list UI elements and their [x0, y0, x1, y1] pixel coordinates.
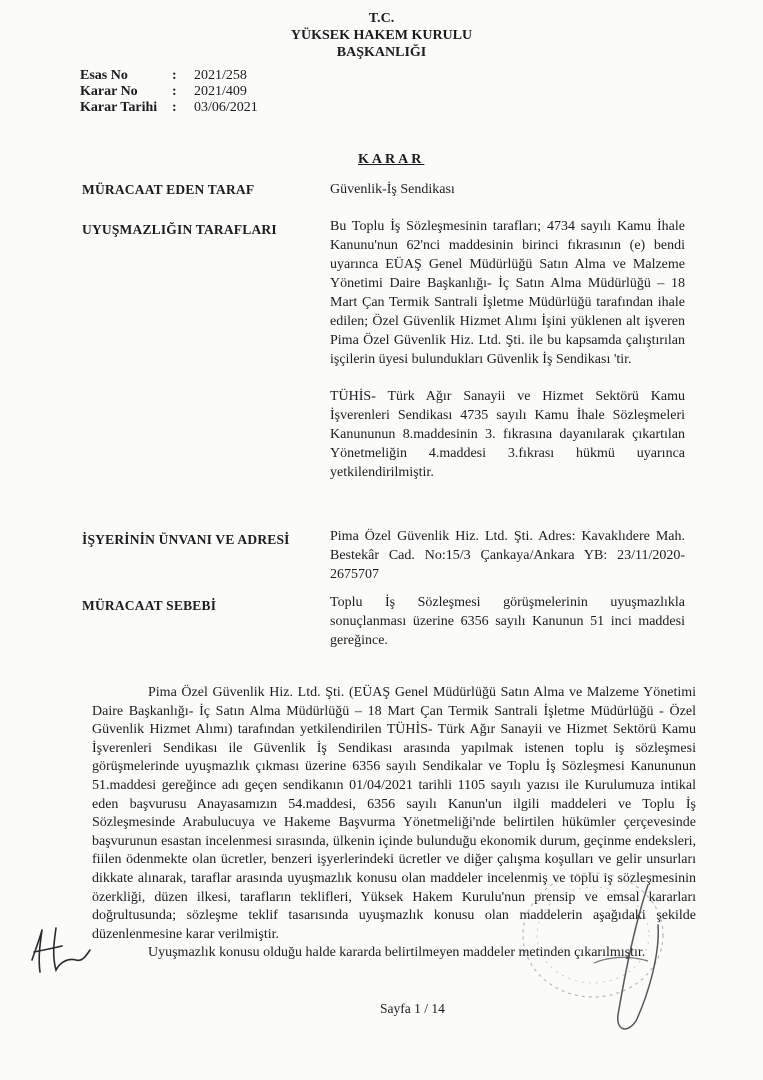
reason-value: Toplu İş Sözleşmesi görüşmelerinin uyuşmazlıkla sonuçlanması üzerine 6356 sayılı Kanunun 51 inci maddesi gereğince.: [330, 595, 685, 648]
applicant-value: Güvenlik-İş Sendikası: [330, 182, 455, 197]
meta-label: Karar Tarihi: [80, 100, 158, 115]
reason-label: MÜRACAAT SEBEBİ: [82, 598, 217, 613]
meta-value: 2021/409: [194, 84, 247, 99]
parties-paragraph-1: Bu Toplu İş Sözleşmesinin tarafları; 4734 sayılı Kamu İhale Kanunu'nun 62'nci maddesinin birinci fıkrasının (e) bendi uyarınca EÜAŞ Genel Müdürlüğü Satın Alma ve Malzeme Yönetimi Daire Başkanlığı- İç Satın Alma Müdürlüğü – 18 Mart Çan Termik Santrali İşletme Müdürlüğü tarafından ihale edilen; Özel Güvenlik Hizmet Alımı İşini yüklenen alt işveren Pima Özel Güvenlik Hiz. Ltd. Şti. ile bu kapsamda çalıştırılan işçilerin üyesi bulundukları Güvenlik İş Sendikası 'tir.: [330, 219, 685, 367]
meta-row-tarih: [80, 100, 258, 116]
workplace-label: İŞYERİNİN ÜNVANI VE ADRESİ: [82, 532, 290, 547]
parties-value: [330, 217, 685, 482]
meta-label: Karar No: [80, 84, 138, 99]
meta-colon: :: [172, 68, 177, 83]
page-number: Sayfa 1 / 14: [380, 1001, 445, 1016]
meta-row-karar: [80, 84, 258, 100]
meta-label: Esas No: [80, 68, 128, 83]
header-tc: T.C.: [368, 11, 395, 26]
body-paragraph-2: Uyuşmazlık konusu olduğu halde kararda belirtilmeyen maddeler metinden çıkarılmıştır.: [148, 945, 646, 961]
meta-colon: :: [172, 84, 177, 99]
meta-row-esas: [80, 68, 258, 84]
meta-value: 03/06/2021: [194, 100, 258, 115]
meta-colon: :: [172, 100, 177, 115]
parties-label: UYUŞMAZLIĞIN TARAFLARI: [82, 222, 277, 237]
signature-mark: [26, 918, 96, 978]
parties-paragraph-2: TÜHİS- Türk Ağır Sanayii ve Hizmet Sektörü Kamu İşverenleri Sendikası 4735 sayılı Kamu İhale Sözleşmeleri Kanununun 8.maddesinin 3. fıkrasına dayanılarak çıkartılan Yönetmeliğin 4.maddesi 3.fıkrası hükmü uyarınca yetkilendirilmiştir.: [330, 389, 685, 480]
header-presidency: BAŞKANLIĞI: [336, 45, 427, 60]
workplace-value: Pima Özel Güvenlik Hiz. Ltd. Şti. Adres: Kavaklıdere Mah. Bestekâr Cad. No:15/3 Çankaya/Ankara YB: 23/11/2020-2675707: [330, 529, 685, 582]
meta-value: 2021/258: [194, 68, 247, 83]
body-paragraph-1: Pima Özel Güvenlik Hiz. Ltd. Şti. (EÜAŞ Genel Müdürlüğü Satın Alma ve Malzeme Yönetimi Daire Başkanlığı- İç Satın Alma Müdürlüğü – 18 Mart Çan Termik Santrali İşletme Müdürlüğü - Özel Güvenlik Hizmet Alımı) tarafından yetkilendirilen TÜHİS- Türk Ağır Sanayii ve Hizmet Sektörü Kamu İşverenleri Sendikası ile Güvenlik İş Sendikası arasında yapılmak istenen toplu iş sözleşmesi görüşmelerinde uyuşmazlık çıkması üzerine 6356 sayılı Sendikalar ve Toplu İş Sözleşmesi Kanununun 51.maddesi gereğince adı geçen sendikanın 01/04/2021 tarihli 1105 sayılı yazısı ile Kurulumuza intikal eden başvurusu Anayasamızın 54.maddesi, 6356 sayılı Kanun'un ilgili maddeleri ve Toplu İş Sözleşmesinde Arabulucuya ve Hakeme Başvurma Yönetmeliği'nde belirtilen hükümler çerçevesinde başvurunun esastan incelenmesi sırasında, ülkenin içinde bulunduğu ekonomik durum, geçinme endeksleri, fiilen ödenmekte olan ücretler, benzeri işyerlerindeki ücretler ve diğer çalışma koşulları ve gelir unsurları dikkate alınarak, taraflar arasında uyuşmazlık konusu olan maddeler incelenmiş ve toplu iş sözleşmesinin özerkliği, düzen ilkesi, tarafların teklifleri, Yüksek Hakem Kurulu'nun prensip ve emsal kararları doğrultusunda; sözleşme teklif tasarısında uyuşmazlık konusu olan maddelerin aşağıdaki şekilde düzenlenmesine karar verilmiştir.: [92, 685, 696, 942]
header-institution: YÜKSEK HAKEM KURULU: [290, 28, 473, 43]
document-title: KARAR: [358, 152, 425, 167]
applicant-label: MÜRACAAT EDEN TARAF: [82, 182, 255, 197]
case-meta: [80, 68, 258, 116]
official-stamp: [498, 845, 708, 1045]
